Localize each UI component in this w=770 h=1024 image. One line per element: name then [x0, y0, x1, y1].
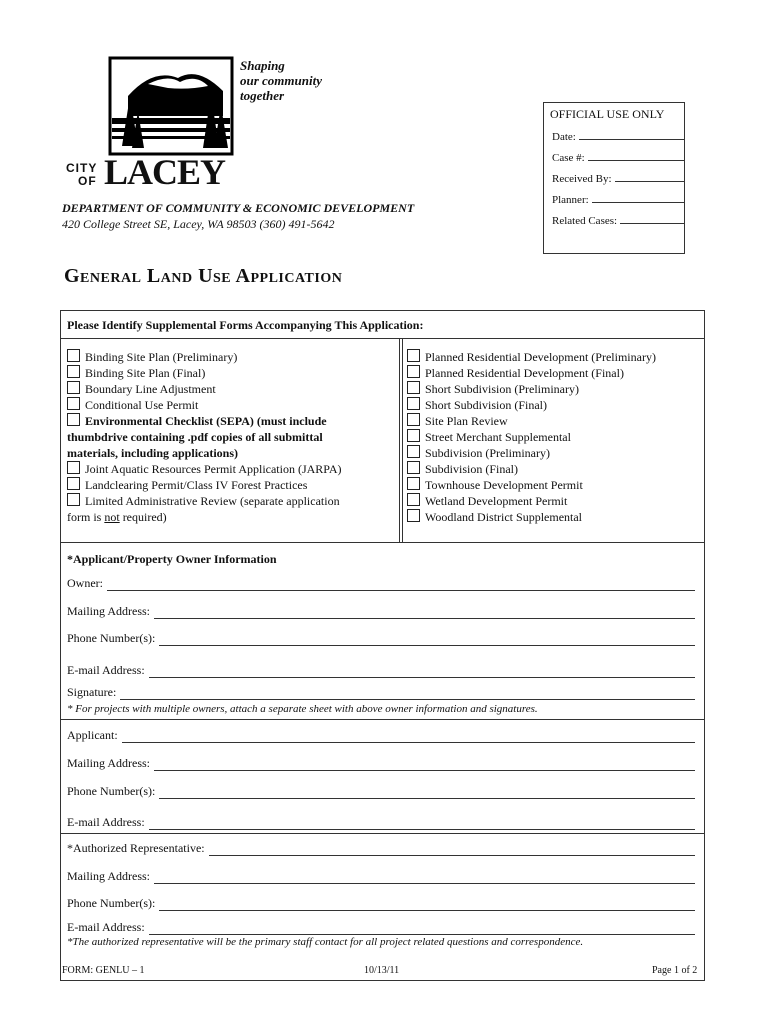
- form-date: 10/13/11: [364, 965, 400, 976]
- representative-field[interactable]: *Authorized Representative:: [67, 841, 695, 856]
- owner-note: * For projects with multiple owners, attach a separate sheet with above owner information and signatures.: [67, 703, 538, 715]
- checkbox[interactable]: [67, 349, 80, 362]
- checkbox-item[interactable]: Planned Residential Development (Final): [407, 365, 624, 381]
- checkbox-item-sepa[interactable]: Environmental Checklist (SEPA) (must include: [67, 413, 327, 429]
- checkbox-item[interactable]: Binding Site Plan (Final): [67, 365, 205, 381]
- official-use-heading: OFFICIAL USE ONLY: [550, 107, 665, 121]
- sepa-line-2: thumbdrive containing .pdf copies of all submittal: [67, 430, 323, 444]
- official-use-box: [543, 102, 685, 254]
- checkbox-item[interactable]: Site Plan Review: [407, 413, 508, 429]
- checkbox[interactable]: [407, 365, 420, 378]
- owner-phone-field[interactable]: Phone Number(s):: [67, 631, 695, 646]
- checkbox[interactable]: [407, 429, 420, 442]
- rep-email-field[interactable]: E-mail Address:: [67, 920, 695, 935]
- applicant-email-field[interactable]: E-mail Address:: [67, 815, 695, 830]
- owner-email-field[interactable]: E-mail Address:: [67, 663, 695, 678]
- page-title: General Land Use Application: [64, 265, 343, 287]
- official-planner-field: Planner:: [552, 194, 684, 206]
- checkbox-item[interactable]: Wetland Development Permit: [407, 493, 567, 509]
- official-date-field: Date:: [552, 131, 684, 143]
- checkbox[interactable]: [67, 365, 80, 378]
- rep-mailing-field[interactable]: Mailing Address:: [67, 869, 695, 884]
- checkbox[interactable]: [407, 413, 420, 426]
- city-name: LACEY: [104, 152, 226, 192]
- checkbox[interactable]: [67, 413, 80, 426]
- checkbox[interactable]: [407, 493, 420, 506]
- checkbox-item[interactable]: Binding Site Plan (Preliminary): [67, 349, 237, 365]
- checkbox[interactable]: [407, 349, 420, 362]
- checkbox-item[interactable]: Short Subdivision (Preliminary): [407, 381, 579, 397]
- checkbox-item[interactable]: Townhouse Development Permit: [407, 477, 583, 493]
- official-received-field: Received By:: [552, 173, 684, 185]
- owner-mailing-field[interactable]: Mailing Address:: [67, 604, 695, 619]
- checkbox-item[interactable]: Boundary Line Adjustment: [67, 381, 216, 397]
- checkbox[interactable]: [67, 397, 80, 410]
- checkbox[interactable]: [67, 381, 80, 394]
- checkbox[interactable]: [407, 381, 420, 394]
- page-number: Page 1 of 2: [652, 965, 698, 976]
- checkbox-item[interactable]: Street Merchant Supplemental: [407, 429, 571, 445]
- form-id: FORM: GENLU – 1: [62, 965, 145, 976]
- official-related-field: Related Cases:: [552, 215, 684, 227]
- checkbox-item[interactable]: Joint Aquatic Resources Permit Application (JARPA): [67, 461, 342, 477]
- supplemental-heading: Please Identify Supplemental Forms Accompanying This Application:: [67, 318, 424, 332]
- applicant-mailing-field[interactable]: Mailing Address:: [67, 756, 695, 771]
- checkbox[interactable]: [67, 477, 80, 490]
- city-of-label: CITY OF: [66, 161, 98, 188]
- checkbox[interactable]: [407, 477, 420, 490]
- checkbox-item[interactable]: Short Subdivision (Final): [407, 397, 547, 413]
- applicant-phone-field[interactable]: Phone Number(s):: [67, 784, 695, 799]
- checkbox[interactable]: [407, 461, 420, 474]
- limited-line-2: form is not required): [67, 510, 167, 524]
- application-form: [60, 310, 705, 981]
- rep-note: *The authorized representative will be the primary staff contact for all project related questions and correspondence.: [67, 936, 584, 948]
- checkbox[interactable]: [407, 445, 420, 458]
- tagline: Shaping our community together: [240, 58, 322, 103]
- rep-phone-field[interactable]: Phone Number(s):: [67, 896, 695, 911]
- checkbox-item[interactable]: Planned Residential Development (Preliminary): [407, 349, 656, 365]
- checkbox-item[interactable]: Woodland District Supplemental: [407, 509, 582, 525]
- department-address: 420 College Street SE, Lacey, WA 98503 (360) 491-5642: [62, 217, 335, 231]
- owner-field[interactable]: Owner:: [67, 576, 695, 591]
- lake-and-trees-icon: [108, 56, 234, 156]
- official-case-field: Case #:: [552, 152, 684, 164]
- checkbox-item-limited[interactable]: Limited Administrative Review (separate application: [67, 493, 340, 509]
- checkbox-item[interactable]: Landclearing Permit/Class IV Forest Practices: [67, 477, 307, 493]
- applicant-field[interactable]: Applicant:: [67, 728, 695, 743]
- city-logo: [108, 56, 234, 156]
- checkbox[interactable]: [67, 461, 80, 474]
- sepa-line-3: materials, including applications): [67, 446, 239, 460]
- checkbox-item[interactable]: Subdivision (Final): [407, 461, 518, 477]
- checkbox-item[interactable]: Conditional Use Permit: [67, 397, 198, 413]
- checkbox[interactable]: [67, 493, 80, 506]
- owner-signature-field[interactable]: Signature:: [67, 685, 695, 700]
- owner-section-heading: *Applicant/Property Owner Information: [67, 552, 277, 566]
- checkbox-item[interactable]: Subdivision (Preliminary): [407, 445, 550, 461]
- department-name: DEPARTMENT OF COMMUNITY & ECONOMIC DEVELOPMENT: [62, 201, 415, 215]
- checkbox[interactable]: [407, 397, 420, 410]
- checkbox[interactable]: [407, 509, 420, 522]
